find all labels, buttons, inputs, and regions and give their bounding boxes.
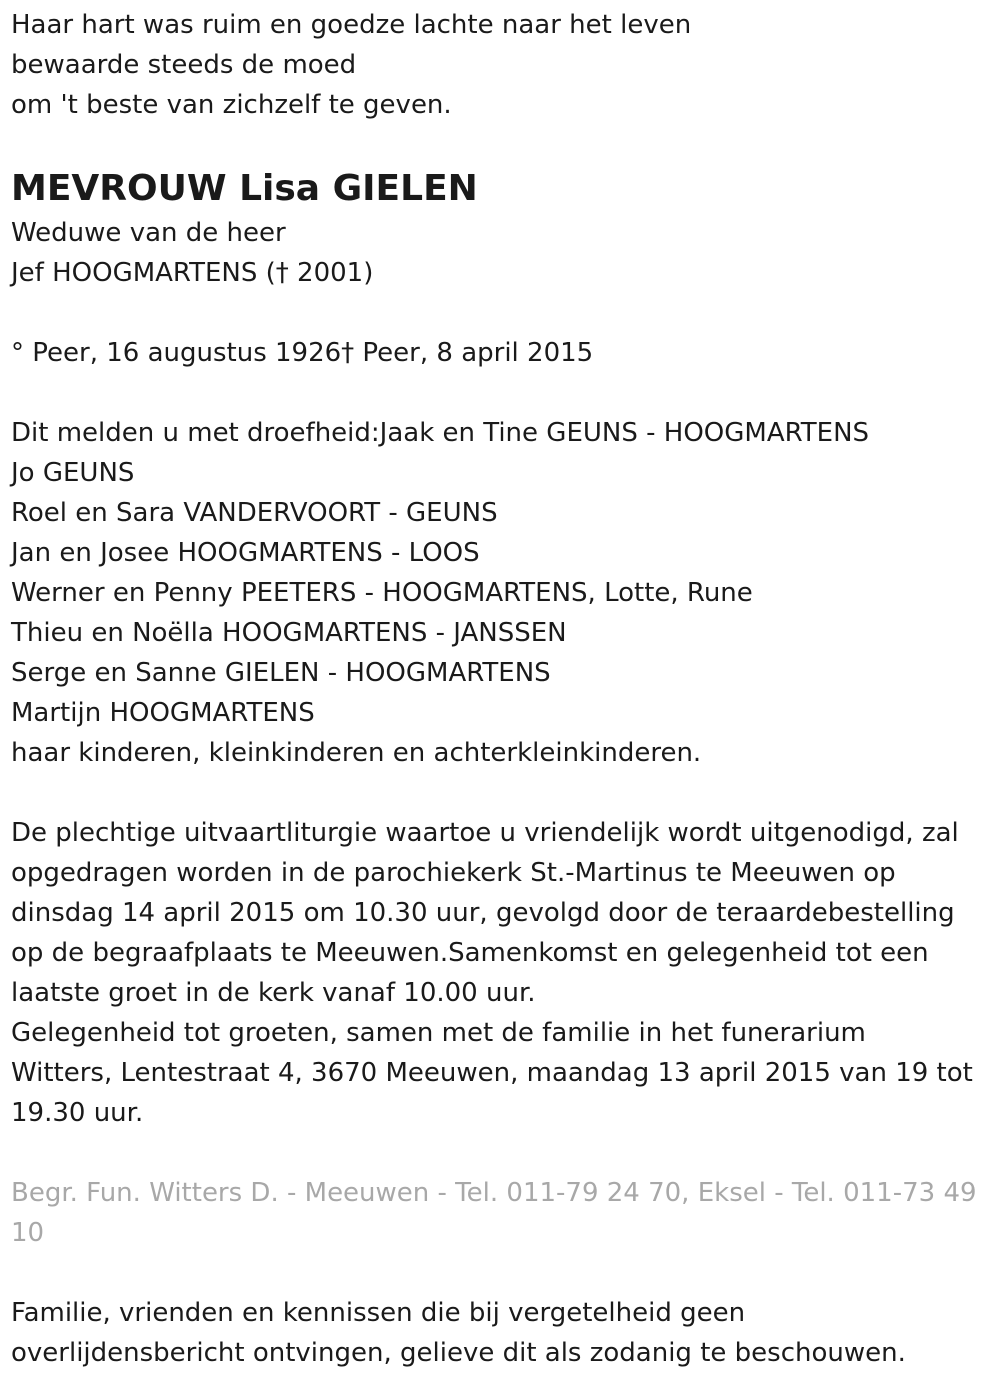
- family-line: Werner en Penny PEETERS - HOOGMARTENS, Lotte, Rune: [11, 578, 753, 608]
- relation-line: Jef HOOGMARTENS († 2001): [11, 258, 374, 288]
- life-dates: ° Peer, 16 augustus 1926† Peer, 8 april 2015: [11, 338, 594, 368]
- ceremony-line: De plechtige uitvaartliturgie waartoe u vriendelijk wordt uitgenodigd, zal: [11, 818, 959, 848]
- ceremony-line: Gelegenheid tot groeten, samen met de familie in het funerarium: [11, 1018, 866, 1048]
- poem-line: om 't beste van zichzelf te geven.: [11, 90, 452, 120]
- relation-line: Weduwe van de heer: [11, 218, 286, 248]
- family-line: Jo GEUNS: [11, 458, 135, 488]
- spacer: [11, 293, 996, 333]
- ceremony-line: 19.30 uur.: [11, 1098, 144, 1128]
- funeral-home-info: [11, 1173, 996, 1253]
- family-line: Roel en Sara VANDERVOORT - GEUNS: [11, 498, 498, 528]
- funeral-home-line: Begr. Fun. Witters D. - Meeuwen - Tel. 011-79 24 70, Eksel - Tel. 011-73 49: [11, 1178, 977, 1208]
- family-list: [11, 413, 996, 773]
- family-line: Jan en Josee HOOGMARTENS - LOOS: [11, 538, 480, 568]
- ceremony-line: op de begraafplaats te Meeuwen.Samenkomst en gelegenheid tot een: [11, 938, 929, 968]
- closing-line: overlijdensbericht ontvingen, gelieve dit als zodanig te beschouwen.: [11, 1338, 906, 1368]
- ceremony-info: [11, 813, 996, 1133]
- closing-line: Familie, vrienden en kennissen die bij vergetelheid geen: [11, 1298, 746, 1328]
- ceremony-line: laatste groet in de kerk vanaf 10.00 uur.: [11, 978, 536, 1008]
- ceremony-line: dinsdag 14 april 2015 om 10.30 uur, gevolgd door de teraardebestelling: [11, 898, 955, 928]
- closing-note: [11, 1293, 996, 1373]
- family-line: Thieu en Noëlla HOOGMARTENS - JANSSEN: [11, 618, 567, 648]
- relation-block: [11, 213, 996, 293]
- poem-line: Haar hart was ruim en goedze lachte naar het leven: [11, 10, 692, 40]
- deceased-name: MEVROUW Lisa GIELEN: [11, 168, 478, 209]
- family-line: Serge en Sanne GIELEN - HOOGMARTENS: [11, 658, 551, 688]
- family-line: Martijn HOOGMARTENS: [11, 698, 315, 728]
- family-line: Dit melden u met droefheid:Jaak en Tine GEUNS - HOOGMARTENS: [11, 418, 870, 448]
- poem-line: bewaarde steeds de moed: [11, 50, 357, 80]
- family-line: haar kinderen, kleinkinderen en achterkleinkinderen.: [11, 738, 702, 768]
- funeral-home-line: 10: [11, 1218, 45, 1248]
- ceremony-line: opgedragen worden in de parochiekerk St.-Martinus te Meeuwen op: [11, 858, 896, 888]
- poem: [11, 5, 996, 125]
- spacer: [11, 773, 996, 813]
- obituary-notice: [11, 5, 996, 1373]
- spacer: [11, 373, 996, 413]
- spacer: [11, 1133, 996, 1173]
- ceremony-line: Witters, Lentestraat 4, 3670 Meeuwen, maandag 13 april 2015 van 19 tot: [11, 1058, 973, 1088]
- spacer: [11, 1253, 996, 1293]
